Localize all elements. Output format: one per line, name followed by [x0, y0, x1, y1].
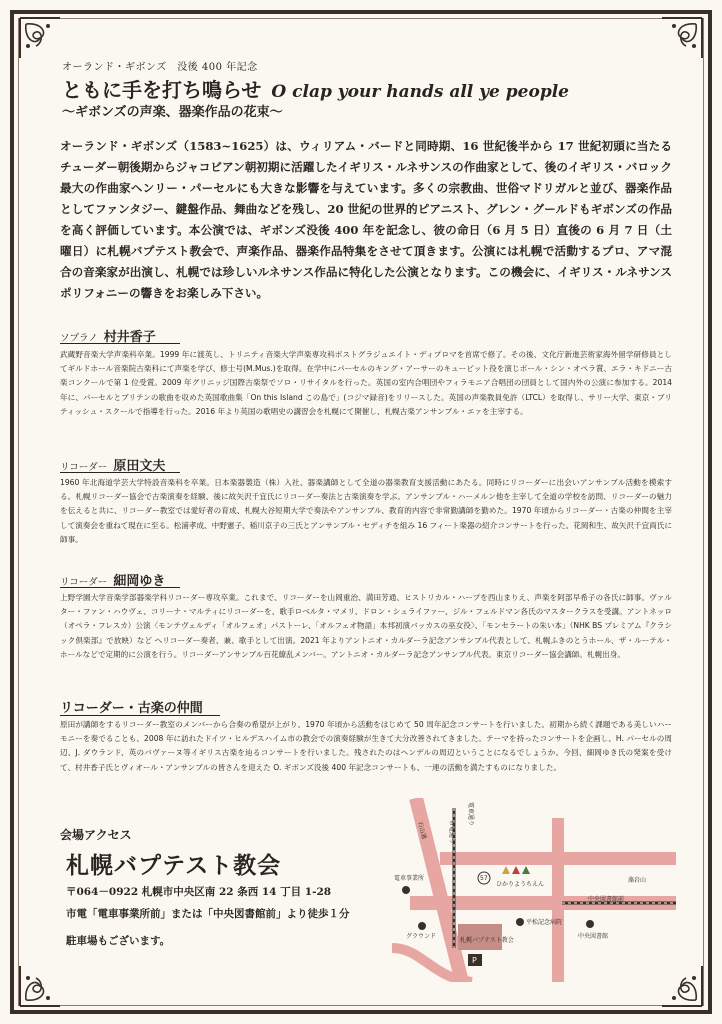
performer-role: リコーダー — [60, 577, 108, 588]
section-divider — [60, 587, 180, 588]
event-eyebrow: オーランド・ギボンズ 没後 400 年記念 — [62, 62, 258, 73]
map-label-hospital: 平松記念病院 — [526, 919, 563, 926]
access-heading: 会場アクセス — [60, 828, 132, 842]
title-ja: ともに手を打ち鳴らせ — [62, 78, 262, 102]
map-dot — [516, 918, 524, 926]
corner-ornament-icon — [16, 954, 72, 1010]
road-vertical — [552, 818, 564, 982]
access-map — [392, 798, 676, 982]
section-divider — [60, 343, 180, 344]
intro-paragraph: オーランド・ギボンズ（1583~1625）は、ウィリアム・バードと同時期、16 世紀後半から 17 世紀初頭に当たるチューダー朝後期からジャコビアン朝初期に活躍したイギリス・ルネサンスの作曲家として、後のイギリス・バロック最大の作曲家ヘンリー・パーセルにも大きな影響を与えています。多くの宗教曲、世俗マドリガルと並び、器楽作品としてファンタジー、鍵盤作品、舞曲などを残し、20 世紀の世界的ピアニスト、グレン・グールドもギボンズの作品を高く評価しています。本公演では、ギボンズ没後 400 年を記念し、彼の命日（6 月 5 日）直後の 6 月 7 日（土曜日）に札幌バプテスト教会で、声楽作品、器楽作品特集をさせて頂きます。公演には札幌で活動するプロ、アマ混合の音楽家が出演し、札幌では珍しいルネサンス作品に特化した公演となります。この機会に、イギリス・ルネサンスポリフォニーの響きをお楽しみ下さい。 — [60, 139, 672, 300]
performer-role: リコーダー — [60, 462, 108, 473]
page-subtitle: 〜ギボンズの声楽、器楽作品の花束〜 — [62, 105, 283, 120]
map-label-library: 中央図書館 — [578, 933, 609, 940]
performer-bio: 武蔵野音楽大学声楽科卒業。1999 年に渡英し、トリニティ音楽大学声楽専攻科ポストグラジュエイト・ディプロマを首席で修了。その後、文化庁新進芸術家海外留学研修員としてギルドホール音楽院古楽科にて声楽を学び、修士号(M.Mus.)を取得。在学中にパーセルのキング・アーサーのキューピット役を演じポール・シン・オペラ賞、エラ・キドニー古楽コンクールで第 1 位受賞。2009 年グリニッジ国際古楽祭でソロ・リサイタルを行った。英国の室内合唱団やフィラモニア合唱団の団員として国内外の公演に参加する。2014 年に、パーセルとブリテンの歌曲を収めた英国歌曲集「On this Island この島で」(コジマ録音)をリリースした。英国の声楽教員免許（LTCL）を取得し、サリー大学、東京・ブリティッシュ・スクールで指導を行った。2016 年より英国の歌唱史の講習会を札幌にて開催し、札幌古楽アンサンブル・エァを主宰する。 — [60, 350, 672, 416]
ensemble-description: 原田が講師をするリコーダー教室のメンバーから合奏の希望が上がり、1970 年頃から活動をはじめて 50 周年記念コンサートを行いました。初期から続く課題である美しいハーモニーを奏でることも、2008 年に訪れたドイツ・ヒルデスハイム市の教会での演奏経験が生きて大分改善されてきました。テーマを持ったコンサートを企画し、H. パーセルの周辺、J. ダウランド、英のバヴァーヌ等イギリス古楽を辿るコンサートを行いました。残されたのはヘンデルの周辺ということになるでしょうか。今回、細岡ゆき氏の発案を受けて、村井香子氏とヴィオール・アンサンブルの皆さんを迎えた O. ギボンズ没後 400 年記念コンサートも、一連の活動を満たすものになりました。 — [60, 720, 672, 772]
map-label-isoyama: 藻岩山 — [628, 877, 647, 884]
performer-name: 細岡ゆき — [113, 574, 166, 589]
map-label-57: 57 — [480, 875, 488, 882]
map-label-ground: グラウンド — [406, 933, 437, 940]
tram-directions: 市電「電車事業所前」または「中央図書館前」より徒歩１分 — [66, 908, 350, 920]
map-label-route-left: 石山通 — [416, 820, 428, 840]
performer-name: 村井香子 — [103, 330, 156, 345]
map-label-shop: ひかりようちえん — [496, 881, 545, 888]
page-title — [62, 74, 569, 103]
parking-note: 駐車場もございます。 — [66, 935, 171, 947]
map-dot — [418, 922, 426, 930]
performer-role: ソプラノ — [60, 333, 98, 344]
title-en: O clap your hands all ye people — [271, 82, 569, 102]
map-label-main-road: 中央図書館前 — [588, 896, 625, 903]
map-dot — [586, 920, 594, 928]
corner-ornament-icon — [650, 14, 706, 70]
map-dot — [402, 886, 410, 894]
map-label-parking: P — [472, 956, 477, 965]
performer-bio: 1960 年北海道学芸大学特設音楽科を卒業。日本楽器製造（株）入社、器楽講師として全道の器楽教育支援活動にあたる。同時にリコーダーに出会いアンサンブル活動を模索する。札幌リコーダー協会で古楽演奏を経験、後に故矢沢千宜氏にリコーダー奏法と古楽演奏を学ぶ。アンサンブル・ハーメルン他を主宰して全道の学校を訪問、リコーダーの魅力を伝えると共に、リコーダー教室では愛好者の育成、札幌大谷短期大学で奏法やアンサンブル、教育的内容で非常勤講師を勤めた。1970 年頃からリコーダー・古楽の仲間を主宰して演奏会を重ねて現在に至る。松浦孝成、中野憲子、稲川京子の三氏とアンサンブル・セディチを組み 16 フィート楽器の紹介コンサートを行った。花岡和生、故矢沢千宜両氏に師事。 — [60, 478, 672, 544]
map-label-tram-depot: 電車事業所 — [394, 875, 425, 882]
ensemble-heading — [60, 697, 203, 716]
map-label-route-mid: 市電通り — [448, 820, 455, 845]
venue-name: 札幌バプテスト教会 — [66, 852, 282, 879]
performer-bio: 上野学園大学音楽学部器楽学科リコーダー専攻卒業。これまで、リコーダーを山岡重治、満田芳通、ヒストリカル・ハープを西山まりえ、声楽を阿部早希子の各氏に師事。ヴァルター・ファン・ハウヴェ、コリーナ・マルティにリコーダーを、歌手ロベルタ・マメリ、ドロン・シュライファー、ジル・フェルドマン各氏のマスタークラスを受講。アントネッロ（オペラ・フレスカ）公演〈モンテヴェルディ「オルフェオ」パストーレ、「オルフェオ物語」本邦初演バッカスの巫女役〉、「モンセラートの朱い本」（NHK BS プレミアム『クラシック倶楽部』で放映）など へリコーダー奏者、兼、歌手として出演。2021 年よりアントニオ・カルダーラ記念アンサンブル代表として、札幌ふきのとうホール、ザ・ルーテル・ホールなどで定期的に公演を行う。リコーダーアンサンブル百花繚乱メンバー。アントニオ・カルダーラ記念アンサンブル代表。東京リコーダー協会講師。札幌出身。 — [60, 593, 672, 659]
section-divider — [60, 715, 220, 716]
performer-name: 原田文夫 — [113, 459, 166, 474]
map-label-route-right: 電車通り — [467, 802, 474, 827]
section-divider — [60, 472, 180, 473]
ensemble-name: リコーダー・古楽の仲間 — [60, 701, 203, 716]
venue-address: 〒064－0922 札幌市中央区南 22 条西 14 丁目 1-28 — [66, 886, 332, 898]
map-label-church: 札幌バプテスト教会 — [460, 937, 514, 944]
